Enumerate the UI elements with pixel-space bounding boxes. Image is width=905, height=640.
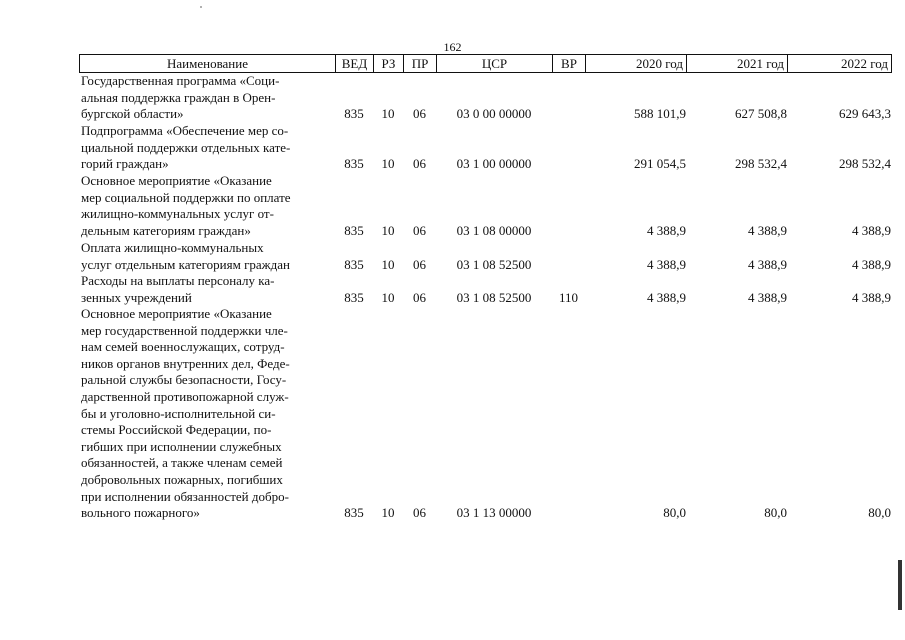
row-name [81, 306, 331, 522]
scan-speck [200, 6, 202, 8]
cell-2022: 298 532,4 [839, 156, 891, 172]
row-name [81, 273, 331, 306]
col-header-rz: РЗ [373, 54, 404, 73]
col-header-ved: ВЕД [335, 54, 374, 73]
cell-pr: 06 [413, 156, 426, 172]
col-header-csr: ЦСР [436, 54, 553, 73]
row-name [81, 240, 331, 273]
cell-ved: 835 [344, 289, 364, 305]
cell-pr: 06 [413, 256, 426, 272]
cell-2021: 4 388,9 [748, 222, 787, 238]
cell-pr: 06 [413, 289, 426, 305]
cell-csr: 03 1 00 00000 [456, 156, 532, 172]
cell-2020: 291 054,5 [634, 156, 686, 172]
row-name [81, 73, 331, 123]
col-header-vr: ВР [552, 54, 586, 73]
cell-csr: 03 1 13 00000 [456, 505, 532, 521]
name-line: зенных учреждений [81, 289, 192, 305]
cell-2020: 80,0 [663, 505, 686, 521]
cell-2020: 4 388,9 [647, 289, 686, 305]
col-header-name: Наименование [79, 54, 336, 73]
cell-ved: 835 [344, 156, 364, 172]
cell-rz: 10 [381, 156, 395, 172]
name-line: при исполнении обязанностей добро- [81, 488, 289, 504]
cell-csr: 03 1 08 52500 [456, 256, 532, 272]
name-line: вольного пожарного» [81, 505, 200, 521]
name-line: дельным категориям граждан» [81, 222, 251, 238]
name-line: обязанностей, а также членам семей [81, 455, 283, 471]
cell-2022: 4 388,9 [852, 289, 891, 305]
col-header-pr: ПР [403, 54, 437, 73]
cell-rz: 10 [381, 505, 395, 521]
cell-pr: 06 [413, 505, 426, 521]
cell-rz: 10 [381, 222, 395, 238]
cell-2022: 80,0 [868, 505, 891, 521]
cell-2021: 80,0 [764, 505, 787, 521]
cell-vr: 110 [558, 289, 579, 305]
cell-csr: 03 1 08 00000 [456, 222, 532, 238]
name-line: Государственная программа «Соци- [81, 73, 280, 88]
name-line: дарственной противопожарной служ- [81, 388, 289, 404]
cell-2021: 298 532,4 [735, 156, 787, 172]
col-header-2021: 2021 год [686, 54, 788, 73]
cell-ved: 835 [344, 222, 364, 238]
name-line: Подпрограмма «Обеспечение мер со- [81, 123, 289, 138]
cell-ved: 835 [344, 106, 364, 122]
cell-2020: 588 101,9 [634, 106, 686, 122]
cell-2020: 4 388,9 [647, 256, 686, 272]
cell-2021: 4 388,9 [748, 289, 787, 305]
name-line: жилищно-коммунальных услуг от- [81, 206, 274, 222]
name-line: циальной поддержки отдельных кате- [81, 139, 291, 155]
cell-2022: 4 388,9 [852, 222, 891, 238]
name-line: добровольных пожарных, погибших [81, 471, 283, 487]
cell-2022: 629 643,3 [839, 106, 891, 122]
cell-csr: 03 0 00 00000 [456, 106, 532, 122]
name-line: бы и уголовно-исполнительной си- [81, 405, 276, 421]
name-line: Расходы на выплаты персоналу ка- [81, 273, 275, 288]
name-line: Основное мероприятие «Оказание [81, 306, 272, 321]
name-line: мер социальной поддержки по оплате [81, 189, 291, 205]
name-line: горий граждан» [81, 156, 169, 172]
name-line: ников органов внутренних дел, Феде- [81, 355, 290, 371]
cell-2021: 4 388,9 [748, 256, 787, 272]
cell-rz: 10 [381, 256, 395, 272]
name-line: услуг отдельным категориям граждан [81, 256, 290, 272]
row-name [81, 123, 331, 173]
cell-2022: 4 388,9 [852, 256, 891, 272]
cell-rz: 10 [381, 289, 395, 305]
cell-2020: 4 388,9 [647, 222, 686, 238]
cell-pr: 06 [413, 222, 426, 238]
scan-edge-mark [898, 560, 902, 610]
name-line: альная поддержка граждан в Орен- [81, 89, 276, 105]
name-line: ральной службы безопасности, Госу- [81, 372, 287, 388]
cell-2021: 627 508,8 [735, 106, 787, 122]
page-number: 162 [443, 40, 462, 54]
cell-rz: 10 [381, 106, 395, 122]
name-line: Оплата жилищно-коммунальных [81, 240, 264, 255]
row-name [81, 173, 331, 239]
cell-ved: 835 [344, 505, 364, 521]
name-line: гибших при исполнении служебных [81, 438, 282, 454]
cell-csr: 03 1 08 52500 [456, 289, 532, 305]
col-header-2022: 2022 год [787, 54, 892, 73]
name-line: бургской области» [81, 106, 184, 122]
name-line: нам семей военнослужащих, сотруд- [81, 339, 285, 355]
cell-pr: 06 [413, 106, 426, 122]
cell-ved: 835 [344, 256, 364, 272]
name-line: мер государственной поддержки чле- [81, 322, 288, 338]
name-line: Основное мероприятие «Оказание [81, 173, 272, 188]
col-header-2020: 2020 год [585, 54, 687, 73]
name-line: стемы Российской Федерации, по- [81, 422, 272, 438]
